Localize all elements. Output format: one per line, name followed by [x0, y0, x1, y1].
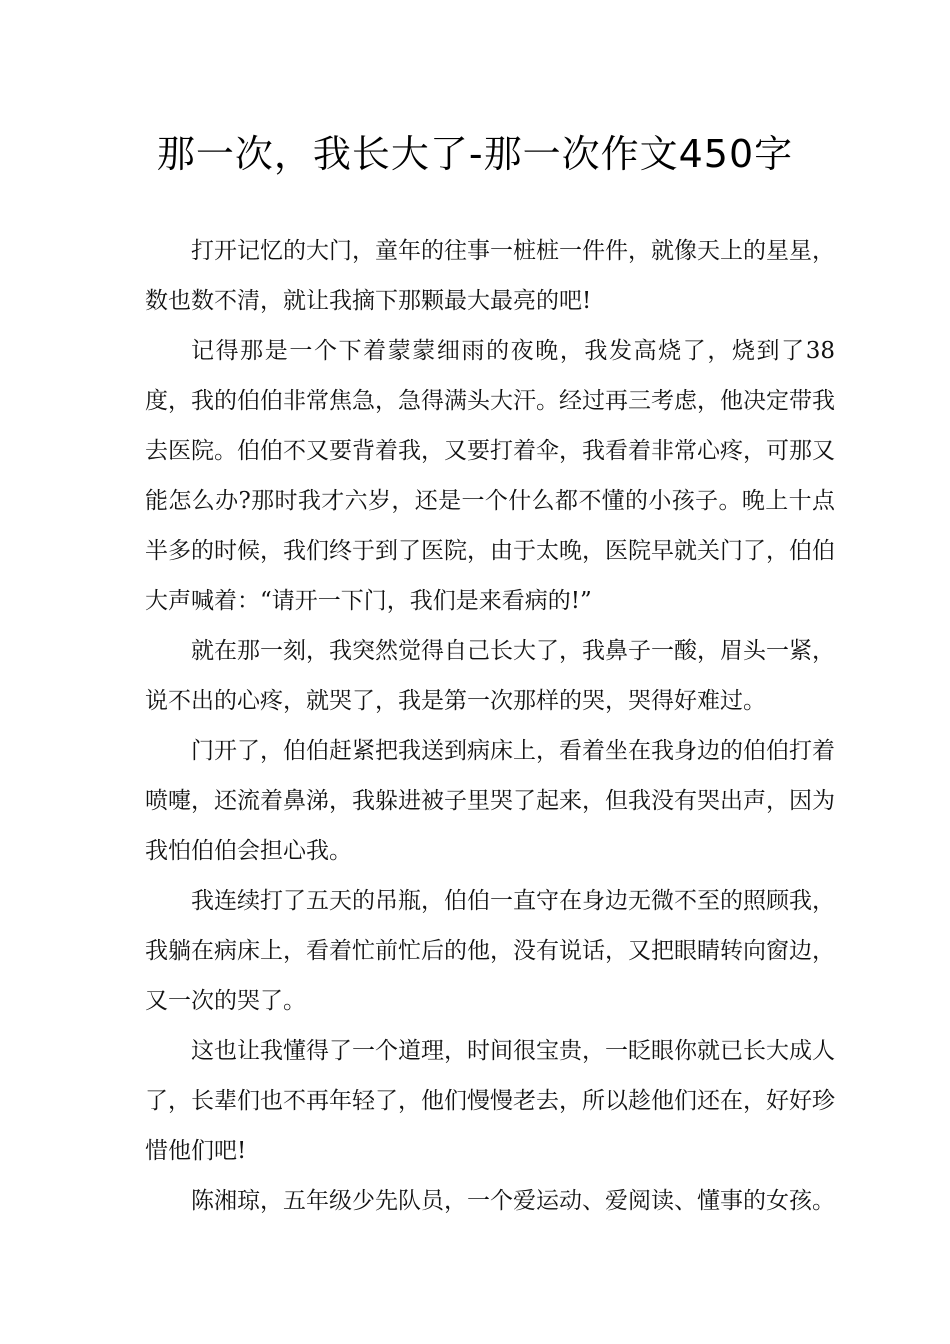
paragraph-2: 记得那是一个下着蒙蒙细雨的夜晚，我发高烧了，烧到了38度，我的伯伯非常焦急，急得满头大汗。经过再三考虑，他决定带我去医院。伯伯不又要背着我，又要打着伞，我看着非常心疼，可那又能怎么办?那时我才六岁，还是一个什么都不懂的小孩子。晚上十点半多的时候，我们终于到了医院，由于太晚，医院早就关门了，伯伯大声喊着：“请开一下门，我们是来看病的!” [145, 338, 835, 614]
document-body [145, 226, 835, 1226]
paragraph-6: 这也让我懂得了一个道理，时间很宝贵，一眨眼你就已长大成人了，长辈们也不再年轻了，他们慢慢老去，所以趁他们还在，好好珍惜他们吧! [145, 1038, 835, 1164]
paragraph-7: 陈湘琼，五年级少先队员，一个爱运动、爱阅读、懂事的女孩。 [191, 1188, 835, 1214]
paragraph-4: 门开了，伯伯赶紧把我送到病床上，看着坐在我身边的伯伯打着喷嚏，还流着鼻涕，我躲进被子里哭了起来，但我没有哭出声，因为我怕伯伯会担心我。 [145, 738, 835, 864]
document-title: 那一次，我长大了-那一次作文450字 [156, 132, 794, 176]
paragraph-1: 打开记忆的大门，童年的往事一桩桩一件件，就像天上的星星，数也数不清，就让我摘下那颗最大最亮的吧! [145, 238, 835, 314]
paragraph-5: 我连续打了五天的吊瓶，伯伯一直守在身边无微不至的照顾我，我躺在病床上，看着忙前忙后的他，没有说话，又把眼睛转向窗边，又一次的哭了。 [145, 888, 835, 1014]
paragraph-3: 就在那一刻，我突然觉得自己长大了，我鼻子一酸，眉头一紧，说不出的心疼，就哭了，我是第一次那样的哭，哭得好难过。 [145, 638, 835, 714]
